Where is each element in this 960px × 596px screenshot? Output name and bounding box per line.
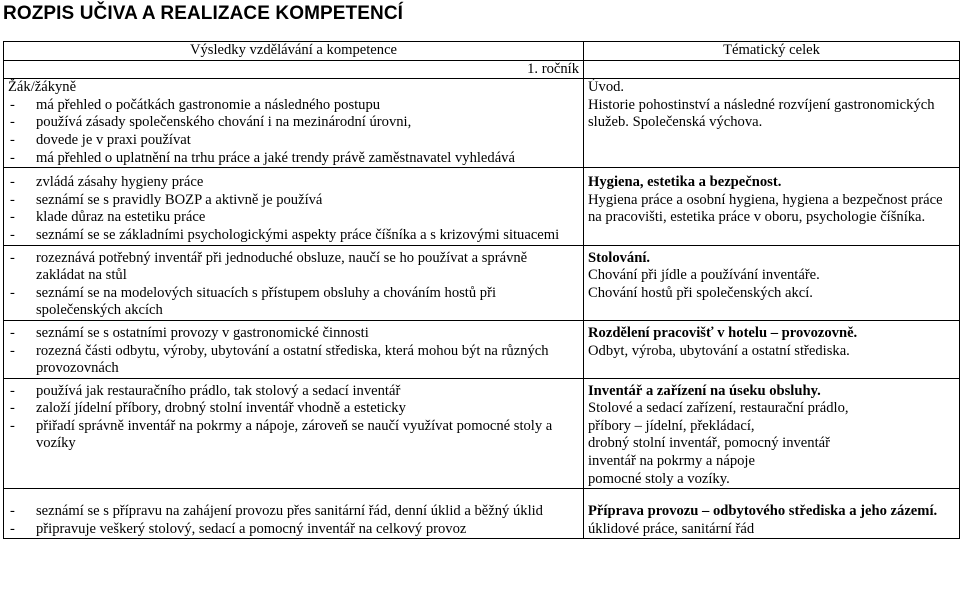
outcome-text: rozezná části odbytu, výroby, ubytování a ostatní střediska, která mohou být na různých provozovnách <box>36 342 549 377</box>
outcome-list <box>8 97 579 167</box>
dash-bullet: - <box>10 249 15 266</box>
outcome-item <box>8 383 579 401</box>
dash-bullet: - <box>10 174 15 191</box>
outcome-list <box>8 174 579 244</box>
topic-text: příbory – jídelní, překládací, <box>588 417 755 434</box>
outcome-text: rozeznává potřebný inventář při jednoduché obsluze, naučí se ho používat a správně zakládat na stůl <box>36 249 528 284</box>
topic-text: Chování při jídle a používání inventáře. <box>588 267 820 284</box>
dash-bullet: - <box>10 209 15 226</box>
year-label: 1. ročník <box>4 60 584 79</box>
year-row-empty-cell <box>584 60 960 79</box>
outcome-item <box>8 150 579 168</box>
outcome-text: seznámí se na modelových situacích s přístupem obsluhy a chováním hostů při společenských akcích <box>36 284 497 319</box>
outcome-item <box>8 227 579 245</box>
topic-text: drobný stolní inventář, pomocný inventář <box>588 435 830 452</box>
topic-text: Odbyt, výroba, ubytování a ostatní střediska. <box>588 342 850 359</box>
outcome-item <box>8 521 579 539</box>
outcomes-cell <box>4 168 584 245</box>
outcome-list <box>8 503 579 538</box>
dash-bullet: - <box>10 503 15 520</box>
dash-bullet: - <box>10 382 15 399</box>
outcome-item <box>8 192 579 210</box>
topic-title: Rozdělení pracovišť v hotelu – provozovně. <box>588 324 858 341</box>
topic-cell <box>584 489 960 539</box>
topic-title: Úvod. <box>588 79 625 96</box>
outcome-item <box>8 285 579 320</box>
dash-bullet: - <box>10 284 15 301</box>
outcome-text: má přehled o uplatnění na trhu práce a jaké trendy právě zaměstnavatel vyhledává <box>36 149 515 166</box>
topic-cell <box>584 245 960 320</box>
table-row <box>4 320 960 378</box>
outcome-text: seznámí se s pravidly BOZP a aktivně je používá <box>36 191 323 208</box>
topic-text: Chování hostů při společenských akcí. <box>588 284 813 301</box>
table-row <box>4 168 960 245</box>
outcome-text: má přehled o počátkách gastronomie a následného postupu <box>36 96 381 113</box>
topic-title: Hygiena, estetika a bezpečnost. <box>588 174 782 191</box>
outcome-list <box>8 250 579 320</box>
outcome-text: připravuje veškerý stolový, sedací a pomocný inventář na celkový provoz <box>36 520 467 537</box>
dash-bullet: - <box>10 149 15 166</box>
outcomes-cell <box>4 245 584 320</box>
curriculum-table <box>3 41 960 539</box>
outcome-text: přiřadí správně inventář na pokrmy a nápoje, zároveň se naučí využívat pomocné stoly a vozíky <box>36 417 553 452</box>
outcomes-header: Výsledky vzdělávání a kompetence <box>4 42 584 61</box>
dash-bullet: - <box>10 342 15 359</box>
topic-text: úklidové práce, sanitární řád <box>588 520 755 537</box>
topic-title: Příprava provozu – odbytového střediska a jeho zázemí. <box>588 503 938 520</box>
topic-text: Hygiena práce a osobní hygiena, hygiena a bezpečnost práce na pracovišti, estetika práce v oboru, psychologie číšníka. <box>588 191 943 226</box>
dash-bullet: - <box>10 226 15 243</box>
topic-cell <box>584 378 960 489</box>
outcome-item <box>8 503 579 521</box>
topic-text: Historie pohostinství a následné rozvíjení gastronomických služeb. Společenská výchova. <box>588 96 935 131</box>
topic-text: inventář na pokrmy a nápoje <box>588 453 755 470</box>
dash-bullet: - <box>10 417 15 434</box>
topic-title: Stolování. <box>588 249 651 266</box>
outcome-list <box>8 383 579 453</box>
topic-title: Inventář a zařízení na úseku obsluhy. <box>588 382 821 399</box>
outcome-item <box>8 250 579 285</box>
year-row <box>4 60 960 79</box>
topic-cell <box>584 320 960 378</box>
page-title: ROZPIS UČIVA A REALIZACE KOMPETENCÍ <box>3 3 404 24</box>
outcome-item <box>8 343 579 378</box>
outcome-text: používá zásady společenského chování i na mezinárodní úrovni, <box>36 114 412 131</box>
outcomes-cell <box>4 320 584 378</box>
outcome-item <box>8 418 579 453</box>
outcome-item <box>8 97 579 115</box>
outcome-list <box>8 325 579 378</box>
outcome-text: seznámí se se základními psychologickými aspekty práce číšníka a s krizovými situacemi <box>36 226 560 243</box>
table-row <box>4 245 960 320</box>
topic-text: pomocné stoly a vozíky. <box>588 470 730 487</box>
outcomes-cell <box>4 378 584 489</box>
dash-bullet: - <box>10 324 15 341</box>
dash-bullet: - <box>10 191 15 208</box>
outcome-text: zvládá zásahy hygieny práce <box>36 174 204 191</box>
outcome-text: používá jak restauračního prádlo, tak stolový a sedací inventář <box>36 382 401 399</box>
outcome-item <box>8 132 579 150</box>
outcome-item <box>8 114 579 132</box>
topic-cell <box>584 168 960 245</box>
outcome-text: dovede je v praxi používat <box>36 131 191 148</box>
topic-cell <box>584 79 960 168</box>
outcome-item <box>8 325 579 343</box>
outcome-item <box>8 400 579 418</box>
topic-text: Stolové a sedací zařízení, restaurační prádlo, <box>588 400 849 417</box>
table-row <box>4 378 960 489</box>
table-row <box>4 79 960 168</box>
topic-header: Tématický celek <box>584 42 960 61</box>
dash-bullet: - <box>10 96 15 113</box>
dash-bullet: - <box>10 131 15 148</box>
dash-bullet: - <box>10 400 15 417</box>
outcome-text: seznámí se s přípravu na zahájení provozu přes sanitární řád, denní úklid a běžný úklid <box>36 503 543 520</box>
dash-bullet: - <box>10 520 15 537</box>
outcomes-cell <box>4 489 584 539</box>
outcome-item <box>8 174 579 192</box>
dash-bullet: - <box>10 114 15 131</box>
outcome-item <box>8 209 579 227</box>
table-row <box>4 489 960 539</box>
outcome-text: klade důraz na estetiku práce <box>36 209 206 226</box>
outcome-text: založí jídelní příbory, drobný stolní inventář vhodně a esteticky <box>36 400 406 417</box>
outcome-text: seznámí se s ostatními provozy v gastronomické činnosti <box>36 324 369 341</box>
outcomes-cell <box>4 79 584 168</box>
pupil-lead: Žák/žákyně <box>8 79 77 96</box>
header-row <box>4 42 960 61</box>
